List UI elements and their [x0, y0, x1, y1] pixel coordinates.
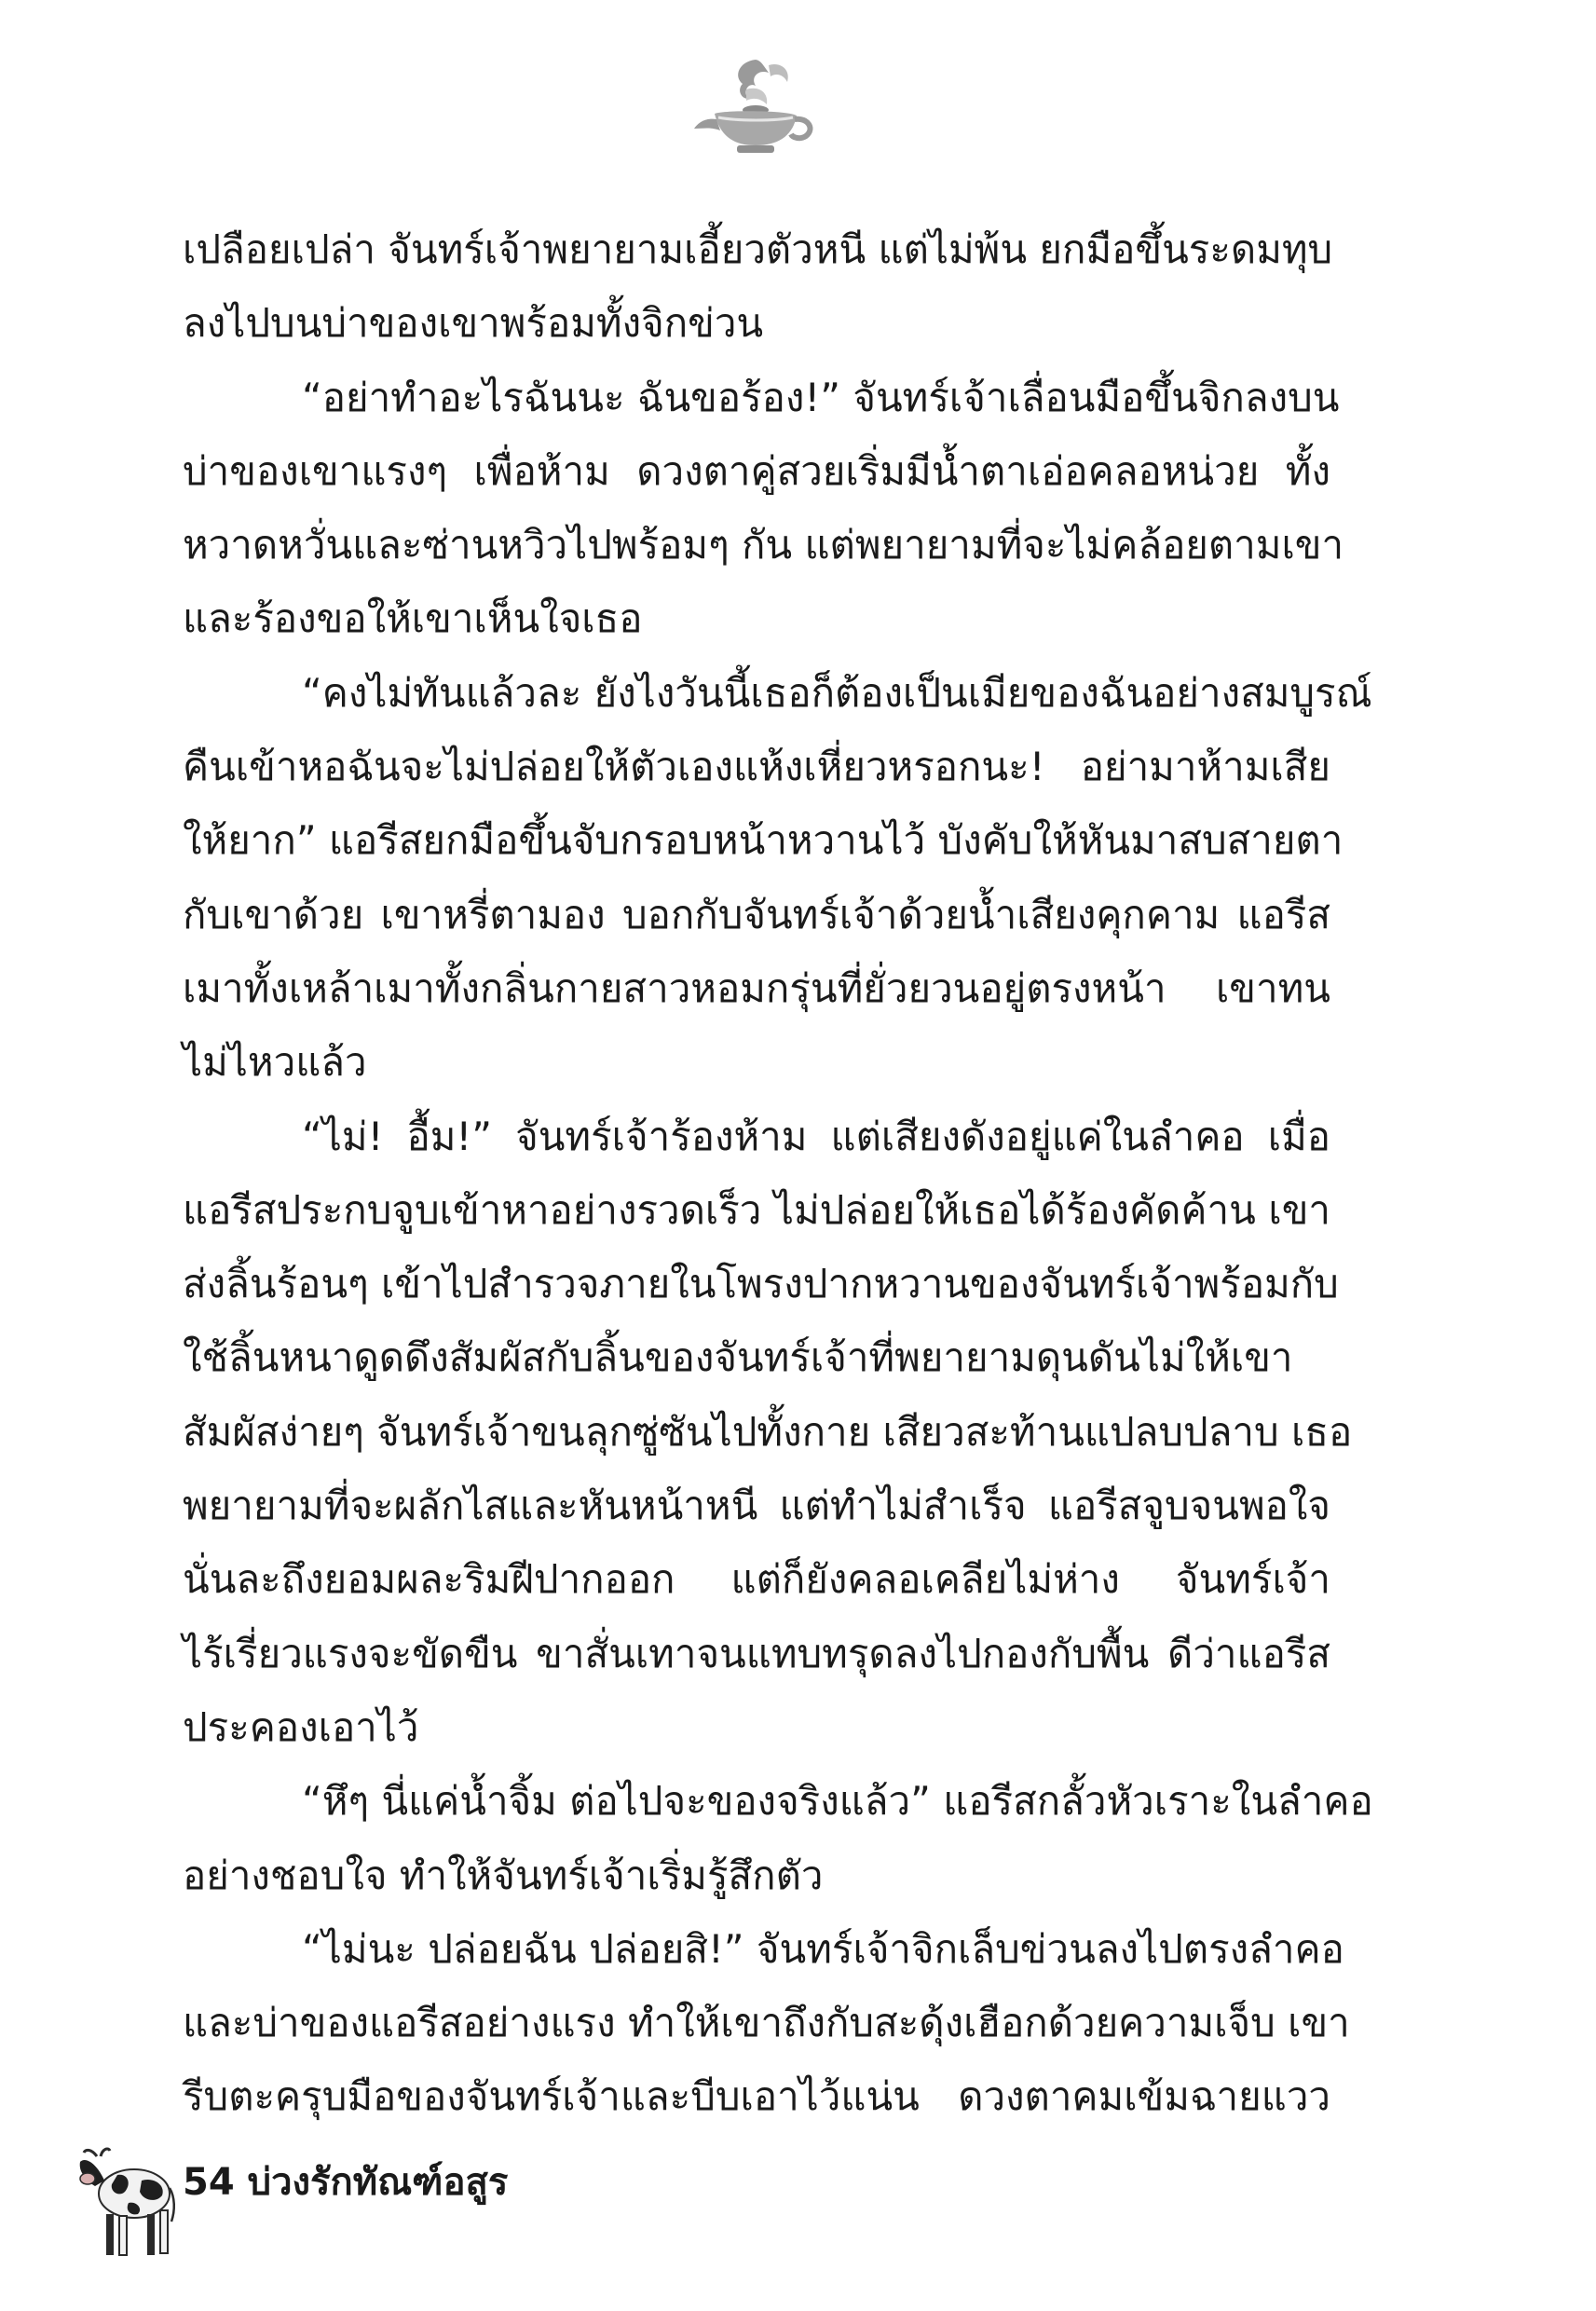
- text-line: ไร้เรี่ยวแรงจะขัดขืน ขาสั่นเทาจนแทบทรุดลงไปกองกับพื้น ดีว่าแอรีส: [183, 1630, 1330, 1676]
- text-line: “อย่าทำอะไรฉันนะ ฉันขอร้อง!” จันทร์เจ้าเลื่อนมือขึ้นจิกลงบน: [302, 374, 1340, 420]
- text-line: หวาดหวั่นและซ่านหวิวไปพร้อมๆ กัน แต่พยายามที่จะไม่คล้อยตามเขา: [183, 522, 1344, 568]
- page-number: 54: [183, 2161, 235, 2204]
- book-title: บ่วงรักทัณฑ์อสูร: [247, 2161, 509, 2204]
- page-footer: [183, 2154, 521, 2210]
- text-line: คืนเข้าหอฉันจะไม่ปล่อยให้ตัวเองแห้งเหี่ยวหรอกนะ! อย่ามาห้ามเสีย: [183, 744, 1330, 790]
- text-line: บ่าของเขาแรงๆ เพื่อห้าม ดวงตาคู่สวยเริ่มมีน้ำตาเอ่อคลอหน่วย ทั้ง: [183, 447, 1330, 494]
- text-line: รีบตะครุบมือของจันทร์เจ้าและบีบเอาไว้แน่น ดวงตาคมเข้มฉายแวว: [183, 2073, 1330, 2120]
- text-line: แอรีสประกบจูบเข้าหาอย่างรวดเร็ว ไม่ปล่อยให้เธอได้ร้องคัดค้าน เขา: [183, 1186, 1330, 1233]
- text-line: ให้ยาก” แอรีสยกมือขึ้นจับกรอบหน้าหวานไว้ บังคับให้หันมาสบสายตา: [183, 817, 1344, 864]
- text-line: เปลือยเปล่า จันทร์เจ้าพยายามเอี้ยวตัวหนี แต่ไม่พ้น ยกมือขึ้นระดมทุบ: [183, 226, 1333, 272]
- text-line: “คงไม่ทันแล้วละ ยังไงวันนี้เธอก็ต้องเป็นเมียของฉันอย่างสมบูรณ์: [302, 669, 1372, 716]
- text-line: อย่างชอบใจ ทำให้จันทร์เจ้าเริ่มรู้สึกตัว: [183, 1852, 824, 1898]
- text-line: “ไม่นะ ปล่อยฉัน ปล่อยสิ!” จันทร์เจ้าจิกเล็บข่วนลงไปตรงลำคอ: [302, 1925, 1344, 1972]
- text-line: นั่นละถึงยอมผละริมฝีปากออก แต่ก็ยังคลอเคลียไม่ห่าง จันทร์เจ้า: [183, 1556, 1330, 1603]
- text-line: สัมผัสง่ายๆ จันทร์เจ้าขนลุกซู่ซันไปทั้งกาย เสียวสะท้านแปลบปลาบ เธอ: [183, 1408, 1353, 1455]
- text-line: ลงไปบนบ่าของเขาพร้อมทั้งจิกข่วน: [183, 300, 764, 347]
- text-line: “หึๆ นี่แค่น้ำจิ้ม ต่อไปจะของจริงแล้ว” แอรีสกลั้วหัวเราะในลำคอ: [302, 1778, 1373, 1825]
- text-line: ประคองเอาไว้: [183, 1703, 419, 1750]
- text-line: “ไม่! อื้ม!” จันทร์เจ้าร้องห้าม แต่เสียงดังอยู่แค่ในลำคอ เมื่อ: [302, 1113, 1330, 1159]
- text-line: ใช้ลิ้นหนาดูดดึงสัมผัสกับลิ้นของจันทร์เจ้าที่พยายามดุนดันไม่ให้เขา: [183, 1334, 1293, 1381]
- text-line: กับเขาด้วย เขาหรี่ตามอง บอกกับจันทร์เจ้าด้วยน้ำเสียงคุกคาม แอรีส: [183, 891, 1330, 937]
- cow-icon: [76, 2136, 179, 2266]
- text-line: ส่งลิ้นร้อนๆ เข้าไปสำรวจภายในโพรงปากหวานของจันทร์เจ้าพร้อมกับ: [183, 1261, 1339, 1307]
- text-line: ไม่ไหวแล้ว: [183, 1039, 367, 1086]
- text-line: และบ่าของแอรีสอย่างแรง ทำให้เขาถึงกับสะดุ้งเฮือกด้วยความเจ็บ เขา: [183, 2000, 1350, 2046]
- page-body: [183, 212, 1373, 2134]
- genie-lamp-icon: [690, 52, 821, 164]
- text-line: และร้องขอให้เขาเห็นใจเธอ: [183, 595, 643, 642]
- text-line: พยายามที่จะผลักไสและหันหน้าหนี แต่ทำไม่สำเร็จ แอรีสจูบจนพอใจ: [183, 1483, 1330, 1529]
- text-line: เมาทั้งเหล้าเมาทั้งกลิ่นกายสาวหอมกรุ่นที่ยั่วยวนอยู่ตรงหน้า เขาทน: [183, 964, 1330, 1011]
